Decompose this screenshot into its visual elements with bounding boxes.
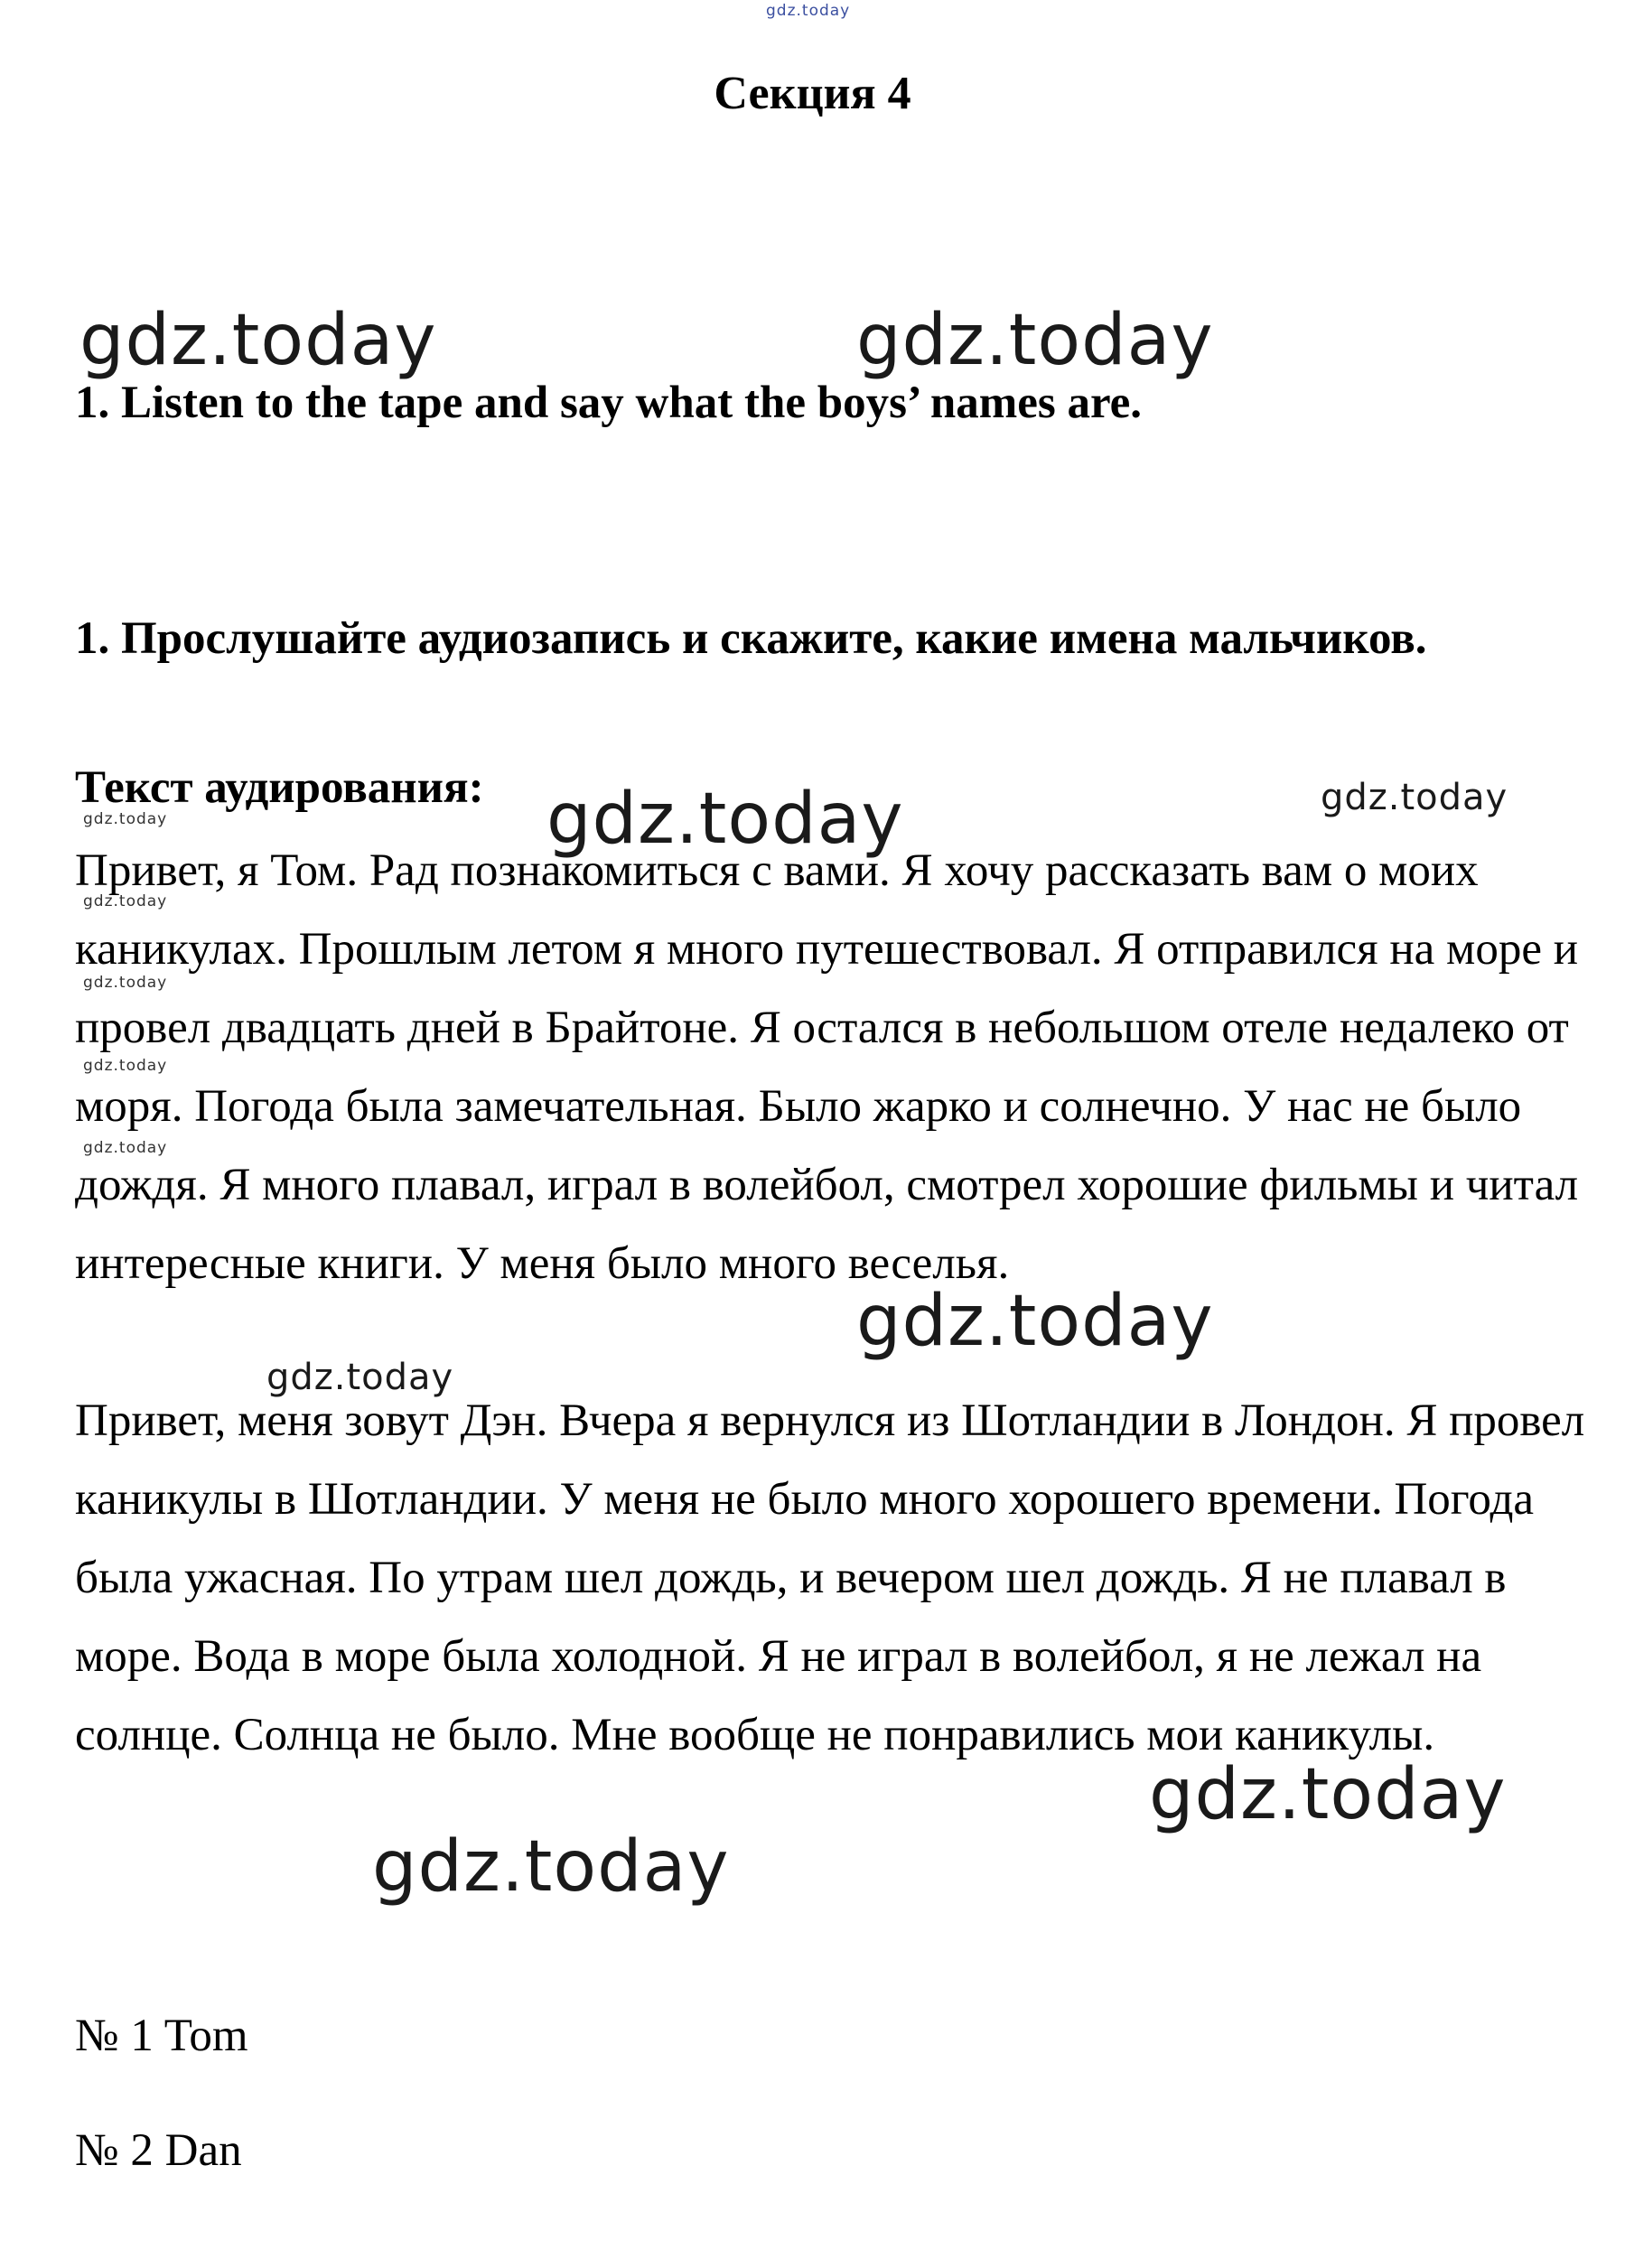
section-title: Секция 4 [714,68,911,119]
watermark-large: gdz.today [1149,1754,1507,1835]
watermark-small: gdz.today [83,974,168,992]
watermark-medium: gdz.today [266,1357,454,1398]
watermark-large: gdz.today [856,300,1214,381]
listening-paragraph-dan: Привет, меня зовут Дэн. Вчера я вернулся из Шотландии в Лондон. Я провел каникулы в Шотландии. У меня не было много хорошего времени. Погода была ужасная. По утрам шел дождь, и вечером шел дождь. Я не плавал в море. Вода в море была холодной. Я не играл в волейбол, я не лежал на солнце. Солнца не было. Мне вообще не понравились мои каникулы. [75,1395,1585,1760]
answer-1: № 1 Tom [75,2011,248,2061]
watermark-small: gdz.today [83,810,168,828]
watermark-medium: gdz.today [1321,777,1508,818]
listening-paragraph-tom: Привет, я Том. Рад познакомиться с вами. Я хочу рассказать вам о моих каникулах. Прошлым летом я много путешествовал. Я отправился на море и провел двадцать дней в Брайтоне. Я остался в небольшом отеле недалеко от моря. Погода была замечательная. Было жарко и солнечно. У нас не было дождя. Я много плавал, играл в волейбол, смотрел хорошие фильмы и читал интересные книги. У меня было много веселья. [75,845,1579,1289]
watermark-small: gdz.today [83,1139,168,1157]
watermark-small: gdz.today [83,892,168,910]
listening-text-heading: Текст аудирования: [75,762,484,813]
task-russian: 1. Прослушайте аудиозапись и скажите, какие имена мальчиков. [75,613,1427,664]
watermark-large: gdz.today [856,1281,1214,1362]
watermark-large: gdz.today [79,300,437,381]
watermark-top: gdz.today [766,2,851,20]
watermark-large: gdz.today [372,1826,730,1908]
watermark-small: gdz.today [83,1057,168,1075]
answer-2: № 2 Dan [75,2125,242,2176]
watermark-large: gdz.today [546,779,904,860]
task-english: 1. Listen to the tape and say what the boys’ names are. [75,378,1143,428]
